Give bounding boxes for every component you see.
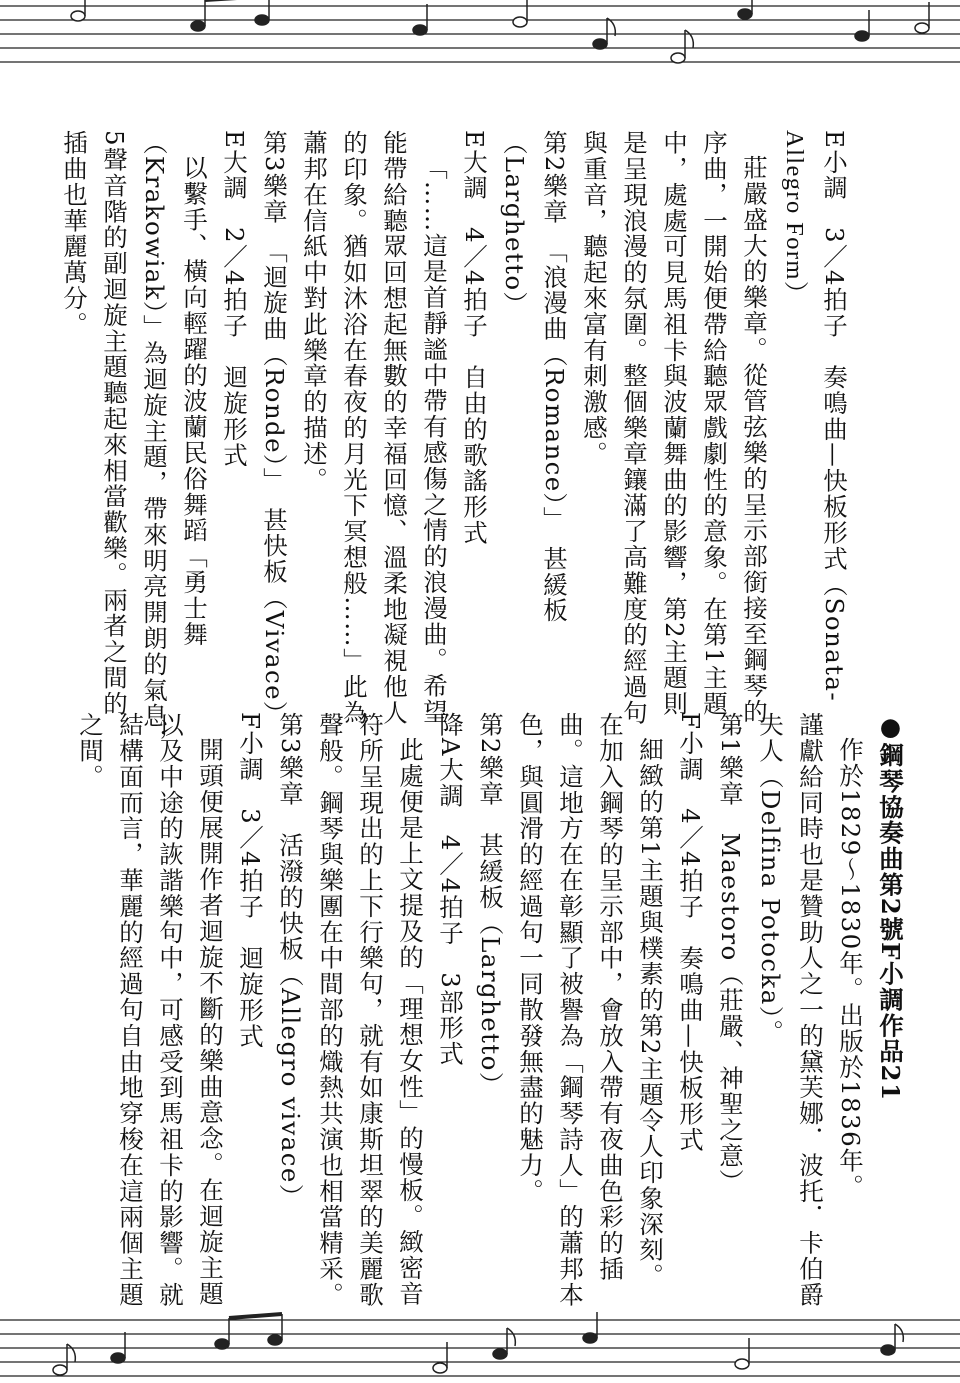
- text-line: 是呈現浪漫的氛圍。整個樂章鑲滿了高難度的經過句: [620, 130, 649, 726]
- text-line: 第2樂章 「浪漫曲（Romance）」 甚緩板: [540, 130, 569, 624]
- text-line: 5聲音階的副迴旋主題聽起來相當歡樂。兩者之間的: [100, 130, 129, 717]
- text-line: F小調 4／4拍子 奏鳴曲—快板形式: [676, 712, 705, 1153]
- text-line: 序曲，一開始便帶給聽眾戲劇性的意象。在第1主題: [700, 130, 729, 717]
- text-line: 以繫手、橫向輕躍的波蘭民俗舞蹈「勇士舞: [180, 154, 209, 647]
- lower-text-block: [76, 712, 910, 1308]
- text-line: 之間。: [76, 712, 105, 790]
- text-line: 第3樂章 「迴旋曲（Ronde）」 甚快板（Vivace）: [260, 130, 289, 727]
- text-line: 此處便是上文提及的「理想女性」的慢板。緻密音: [396, 736, 425, 1307]
- text-line: 以及中途的詼諧樂句中，可感受到馬祖卡的影響。就: [156, 712, 185, 1308]
- text-line: 開頭便展開作者迴旋不斷的樂曲意念。在迴旋主題: [196, 736, 225, 1307]
- text-line: E小調 3／4拍子 奏鳴曲—快板形式（Sonata-: [820, 130, 849, 703]
- text-line: 莊嚴盛大的樂章。從管弦樂的呈示部銜接至鋼琴的: [740, 154, 769, 725]
- text-line: 細緻的第1主題與樸素的第2主題令人印象深刻。: [636, 736, 665, 1289]
- text-line: 插曲也華麗萬分。: [60, 130, 89, 338]
- text-line: 曲。這地方在在彰顯了被譽為「鋼琴詩人」的蕭邦本: [556, 712, 585, 1308]
- text-line: 第2樂章 甚緩板（Larghetto）: [476, 712, 505, 1098]
- text-line: 聲般。鋼琴與樂團在中間部的熾熱共演也相當精采。: [316, 712, 345, 1308]
- section-heading: ●鋼琴協奏曲第2號F小調作品21: [876, 712, 905, 1102]
- text-line: 作於1829〜1830年。出版於1836年。: [836, 736, 865, 1200]
- text-line: 色，與圓滑的經過句一同散發無盡的魅力。: [516, 712, 545, 1205]
- text-line: 中，處處可見馬祖卡與波蘭舞曲的影響，第2主題則: [660, 130, 689, 717]
- text-line: 的印象。猶如沐浴在春夜的月光下冥想般……」此為: [340, 130, 369, 726]
- text-line: 蕭邦在信紙中對此樂章的描述。: [300, 130, 329, 493]
- text-line: E大調 2／4拍子 迴旋形式: [220, 130, 249, 469]
- text-line: 能帶給聽眾回想起無數的幸福回憶、溫柔地凝視他人: [380, 130, 409, 726]
- music-staff-bottom-decoration: [0, 1310, 960, 1383]
- text-line: F小調 3／4拍子 迴旋形式: [236, 712, 265, 1050]
- text-line: 謹獻給同時也是贊助人之一的黛芙娜．波托．卡伯爵: [796, 712, 825, 1308]
- text-line: E大調 4／4拍子 自由的歌謠形式: [460, 130, 489, 546]
- text-line: 在加入鋼琴的呈示部中，會放入帶有夜曲色彩的插: [596, 712, 625, 1282]
- text-line: 結構面而言，華麗的經過句自由地穿梭在這兩個主題: [116, 712, 145, 1308]
- text-line: 夫人（Delfina Potocka）。: [756, 712, 785, 1046]
- text-line: 「……這是首靜謐中帶有感傷之情的浪漫曲。希望: [420, 154, 449, 725]
- text-line: （Larghetto）: [500, 130, 529, 318]
- music-note-icon: [71, 0, 929, 63]
- text-line: 第3樂章 活潑的快板（Allegro vivace）: [276, 712, 305, 1210]
- text-line: 降A大調 4／4拍子 3部形式: [436, 712, 465, 1067]
- upper-text-block: [60, 130, 854, 755]
- text-line: Allegro Form）: [781, 130, 808, 307]
- music-staff-top-decoration: [0, 0, 960, 75]
- text-line: 第1樂章 Maestoro（莊嚴、神聖之意）: [716, 712, 745, 1195]
- text-line: 符所呈現出的上下行樂句，就有如康斯坦翠的美麗歌: [356, 712, 385, 1308]
- music-note-icon: [53, 1312, 903, 1375]
- text-line: （Krakowiak）」為迴旋主題，帶來明亮開朗的氣息，: [140, 130, 169, 755]
- text-line: 與重音，聽起來富有刺激感。: [580, 130, 609, 467]
